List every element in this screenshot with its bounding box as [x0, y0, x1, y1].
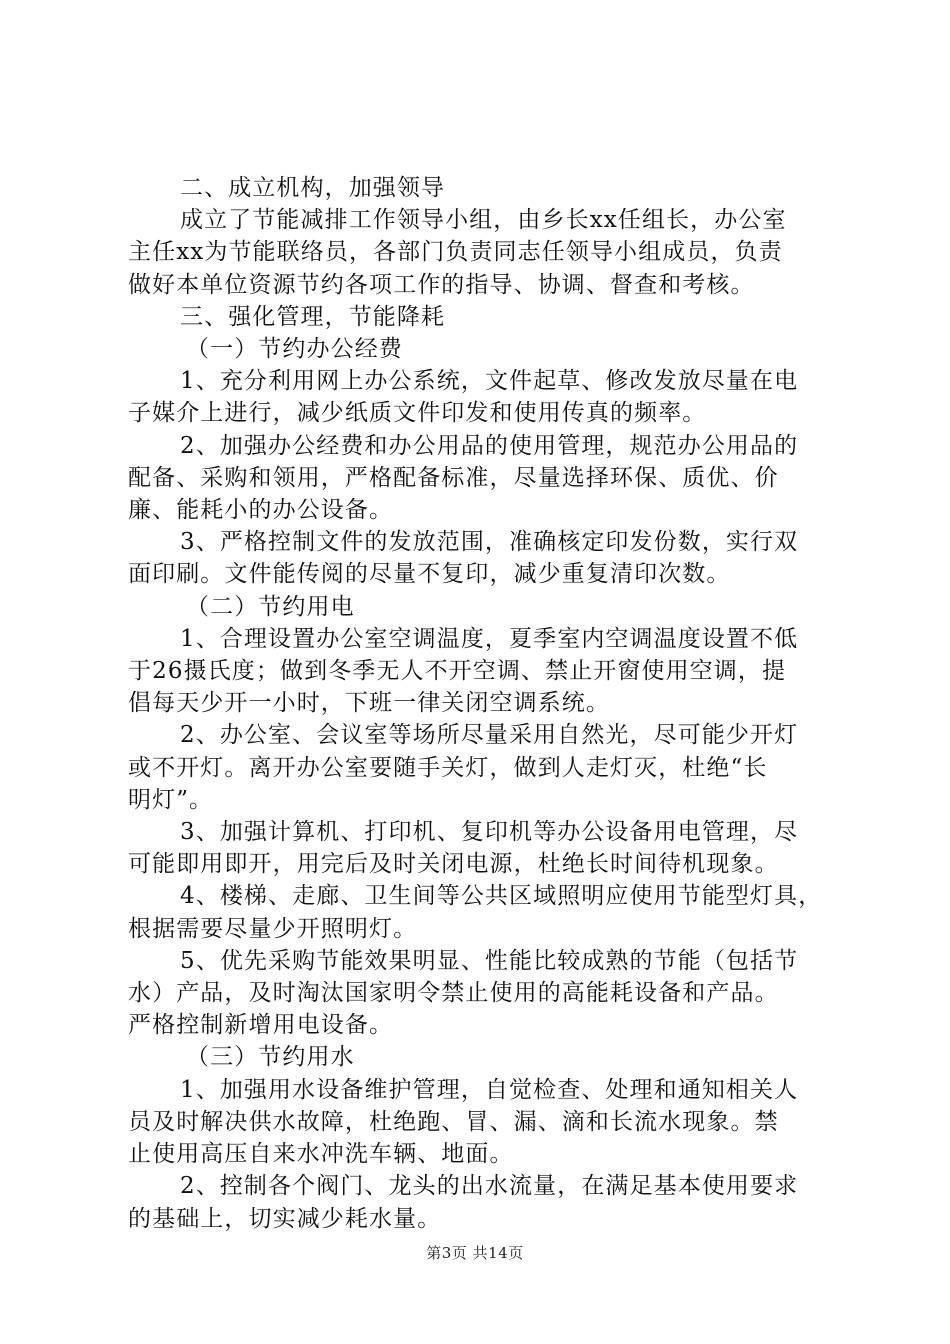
paragraph-line: 配备、采购和领用，严格配备标准，尽量选择环保、质优、价: [128, 464, 779, 491]
subsection-heading: （二）节约用电: [186, 593, 355, 620]
paragraph-line: 明灯”。: [128, 786, 214, 813]
subsection-heading: （一）节约办公经费: [186, 336, 403, 363]
paragraph-line: 根据需要尽量少开照明灯。: [128, 915, 418, 942]
paragraph-line: 做好本单位资源节约各项工作的指导、协调、督查和考核。: [128, 271, 755, 298]
paragraph-line: 5、优先采购节能效果明显、性能比较成熟的节能（包括节: [180, 947, 799, 974]
paragraph-line: 1、充分利用网上办公系统，文件起草、修改发放尽量在电: [180, 368, 799, 395]
paragraph-line: 面印刷。文件能传阅的尽量不复印，减少重复清印次数。: [128, 561, 731, 588]
document-body: [128, 172, 830, 1235]
section-heading: 二、成立机构，加强领导: [180, 175, 446, 201]
paragraph-line: 止使用高压自来水冲洗车辆、地面。: [128, 1141, 514, 1168]
paragraph-line: 倡每天少开一小时，下班一律关闭空调系统。: [128, 690, 610, 717]
paragraph-line: 4、楼梯、走廊、卫生间等公共区域照明应使用节能型灯具，: [180, 883, 823, 910]
paragraph-line: 员及时解决供水故障，杜绝跑、冒、漏、滴和长流水现象。禁: [128, 1108, 779, 1135]
paragraph-line: 子媒介上进行，减少纸质文件印发和使用传真的频率。: [128, 400, 707, 427]
paragraph-line: 1、合理设置办公室空调温度，夏季室内空调温度设置不低: [180, 625, 799, 652]
paragraph-line: 水）产品，及时淘汰国家明令禁止使用的高能耗设备和产品。: [128, 980, 779, 1007]
paragraph-line: 严格控制新增用电设备。: [128, 1012, 394, 1039]
paragraph-line: 或不开灯。离开办公室要随手关灯，做到人走灯灭，杜绝“长: [128, 754, 768, 781]
section-heading: 三、强化管理，节能降耗: [180, 303, 446, 330]
paragraph-line: 3、严格控制文件的发放范围，准确核定印发份数，实行双: [180, 529, 799, 556]
paragraph-line: 2、办公室、会议室等场所尽量采用自然光，尽可能少开灯: [180, 722, 799, 749]
page-number-footer: 第3页 共14页: [426, 1244, 524, 1262]
subsection-heading: （三）节约用水: [186, 1044, 355, 1071]
paragraph-line: 3、加强计算机、打印机、复印机等办公设备用电管理，尽: [180, 819, 799, 846]
paragraph-line: 2、加强办公经费和办公用品的使用管理，规范办公用品的: [180, 432, 799, 459]
paragraph-line: 廉、能耗小的办公设备。: [128, 497, 394, 524]
paragraph-line: 于26摄氏度；做到冬季无人不开空调、禁止开窗使用空调，提: [128, 658, 787, 685]
paragraph-line: 成立了节能减排工作领导小组，由乡长xx任组长，办公室: [180, 207, 787, 234]
paragraph-line: 的基础上，切实减少耗水量。: [128, 1205, 442, 1232]
paragraph-line: 可能即用即开，用完后及时关闭电源，杜绝长时间待机现象。: [128, 851, 779, 878]
paragraph-line: 2、控制各个阀门、龙头的出水流量，在满足基本使用要求: [180, 1173, 799, 1200]
paragraph-line: 1、加强用水设备维护管理，自觉检查、处理和通知相关人: [180, 1076, 799, 1103]
paragraph-line: 主任xx为节能联络员，各部门负责同志任领导小组成员，负责: [128, 239, 783, 266]
